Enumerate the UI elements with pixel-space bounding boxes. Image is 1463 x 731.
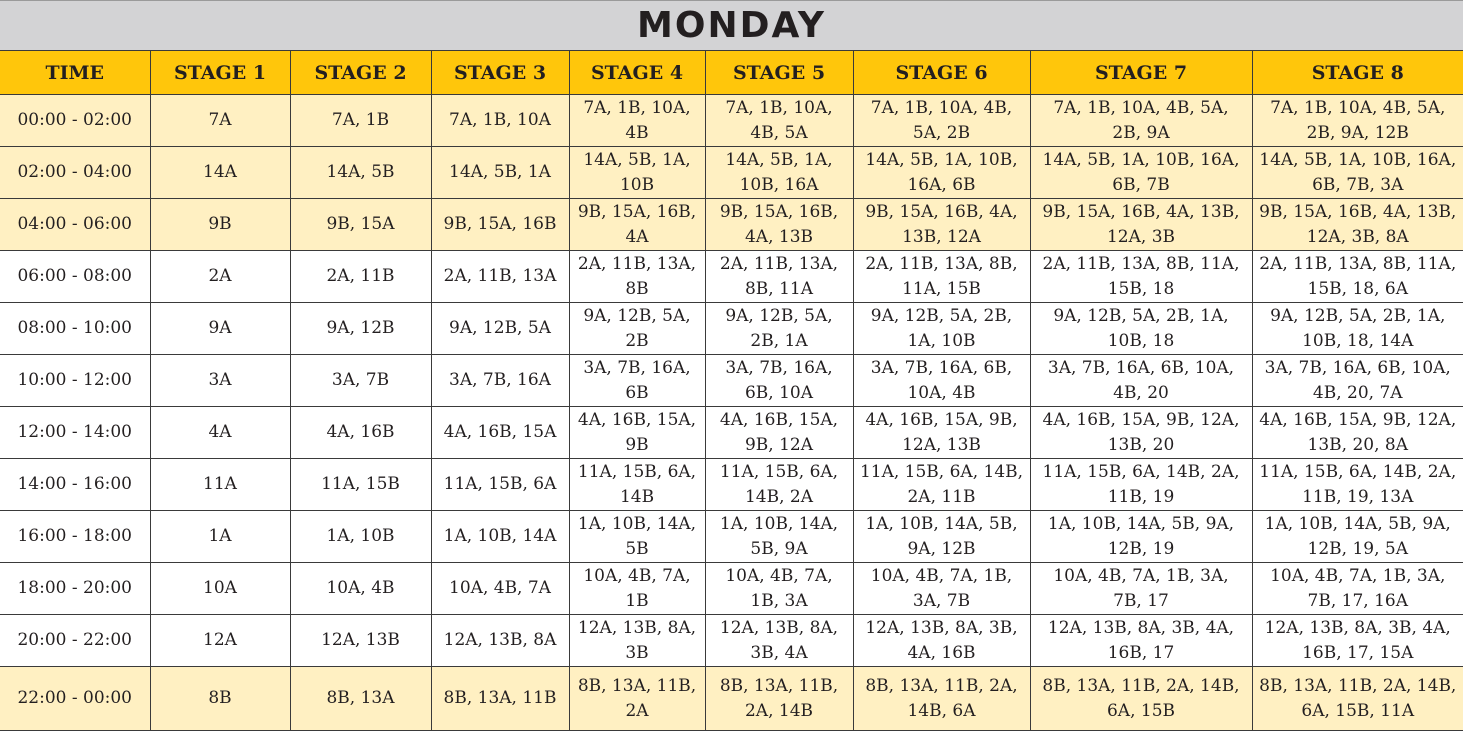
stage-cell: 9B, 15A, 16B, 4A, 13B — [705, 199, 853, 251]
stage-cell: 11A, 15B, 6A, 14B, 2A, 11B — [853, 459, 1030, 511]
stage-cell: 9B, 15A, 16B, 4A, 13B, 12A — [853, 199, 1030, 251]
time-cell: 02:00 - 04:00 — [0, 147, 150, 199]
table-row — [0, 459, 1463, 511]
time-cell: 10:00 - 12:00 — [0, 355, 150, 407]
stage-cell: 14A, 5B — [290, 147, 431, 199]
column-header-stage-6: STAGE 6 — [853, 51, 1030, 95]
stage-cell: 14A, 5B, 1A, 10B — [569, 147, 705, 199]
stage-cell: 2A, 11B, 13A, 8B, 11A, 15B, 18 — [1030, 251, 1252, 303]
stage-cell: 4A, 16B, 15A, 9B, 12A, 13B, 20, 8A — [1252, 407, 1463, 459]
stage-cell: 3A, 7B, 16A, 6B, 10A, 4B, 20 — [1030, 355, 1252, 407]
stage-cell: 3A — [150, 355, 290, 407]
stage-cell: 10A, 4B, 7A, 1B, 3A, 7B, 17 — [1030, 563, 1252, 615]
stage-cell: 1A, 10B, 14A, 5B, 9A, 12B — [853, 511, 1030, 563]
table-row — [0, 147, 1463, 199]
table-row — [0, 407, 1463, 459]
stage-cell: 11A, 15B, 6A, 14B, 2A — [705, 459, 853, 511]
stage-cell: 1A, 10B, 14A — [431, 511, 569, 563]
table-row — [0, 303, 1463, 355]
stage-cell: 2A — [150, 251, 290, 303]
stage-cell: 3A, 7B, 16A, 6B, 10A, 4B — [853, 355, 1030, 407]
stage-cell: 3A, 7B, 16A, 6B, 10A — [705, 355, 853, 407]
stage-cell: 12A, 13B, 8A, 3B, 4A, 16B — [853, 615, 1030, 667]
stage-cell: 11A, 15B, 6A — [431, 459, 569, 511]
stage-cell: 4A, 16B, 15A, 9B, 12A, 13B, 20 — [1030, 407, 1252, 459]
stage-cell: 14A, 5B, 1A, 10B, 16A, 6B, 7B — [1030, 147, 1252, 199]
stage-cell: 4A, 16B — [290, 407, 431, 459]
time-cell: 14:00 - 16:00 — [0, 459, 150, 511]
stage-cell: 10A — [150, 563, 290, 615]
stage-cell: 9B, 15A, 16B — [431, 199, 569, 251]
time-cell: 18:00 - 20:00 — [0, 563, 150, 615]
time-cell: 20:00 - 22:00 — [0, 615, 150, 667]
stage-cell: 8B, 13A, 11B, 2A — [569, 667, 705, 731]
column-header-stage-4: STAGE 4 — [569, 51, 705, 95]
time-cell: 22:00 - 00:00 — [0, 667, 150, 731]
table-row — [0, 615, 1463, 667]
stage-cell: 12A, 13B, 8A, 3B, 4A — [705, 615, 853, 667]
stage-cell: 1A, 10B, 14A, 5B, 9A, 12B, 19 — [1030, 511, 1252, 563]
stage-cell: 2A, 11B, 13A, 8B, 11A, 15B — [853, 251, 1030, 303]
stage-cell: 3A, 7B — [290, 355, 431, 407]
stage-cell: 9B, 15A, 16B, 4A, 13B, 12A, 3B, 8A — [1252, 199, 1463, 251]
stage-cell: 9A, 12B, 5A, 2B, 1A, 10B, 18 — [1030, 303, 1252, 355]
stage-cell: 3A, 7B, 16A, 6B — [569, 355, 705, 407]
column-header-stage-7: STAGE 7 — [1030, 51, 1252, 95]
stage-cell: 9A, 12B, 5A, 2B — [569, 303, 705, 355]
header-row — [0, 51, 1463, 95]
table-row — [0, 563, 1463, 615]
stage-cell: 8B, 13A, 11B — [431, 667, 569, 731]
stage-cell: 2A, 11B, 13A, 8B, 11A — [705, 251, 853, 303]
stage-cell: 11A, 15B, 6A, 14B, 2A, 11B, 19 — [1030, 459, 1252, 511]
column-header-stage-2: STAGE 2 — [290, 51, 431, 95]
stage-cell: 11A — [150, 459, 290, 511]
stage-cell: 4A, 16B, 15A, 9B — [569, 407, 705, 459]
stage-cell: 10A, 4B, 7A, 1B, 3A — [705, 563, 853, 615]
column-header-time: TIME — [0, 51, 150, 95]
stage-cell: 14A, 5B, 1A, 10B, 16A, 6B — [853, 147, 1030, 199]
stage-cell: 1A, 10B, 14A, 5B, 9A — [705, 511, 853, 563]
time-cell: 12:00 - 14:00 — [0, 407, 150, 459]
stage-cell: 4A, 16B, 15A, 9B, 12A, 13B — [853, 407, 1030, 459]
time-cell: 08:00 - 10:00 — [0, 303, 150, 355]
stage-cell: 11A, 15B, 6A, 14B, 2A, 11B, 19, 13A — [1252, 459, 1463, 511]
stage-cell: 9A, 12B, 5A, 2B, 1A, 10B — [853, 303, 1030, 355]
table-row — [0, 251, 1463, 303]
page-title: MONDAY — [637, 5, 826, 46]
column-header-stage-1: STAGE 1 — [150, 51, 290, 95]
stage-cell: 11A, 15B, 6A, 14B — [569, 459, 705, 511]
stage-cell: 9B, 15A — [290, 199, 431, 251]
stage-cell: 8B, 13A, 11B, 2A, 14B — [705, 667, 853, 731]
stage-cell: 4A, 16B, 15A — [431, 407, 569, 459]
stage-cell: 12A, 13B — [290, 615, 431, 667]
stage-cell: 8B, 13A — [290, 667, 431, 731]
stage-cell: 2A, 11B, 13A, 8B, 11A, 15B, 18, 6A — [1252, 251, 1463, 303]
stage-cell: 10A, 4B, 7A — [431, 563, 569, 615]
stage-cell: 7A, 1B, 10A, 4B — [569, 95, 705, 147]
table-row — [0, 95, 1463, 147]
table-row — [0, 667, 1463, 731]
stage-cell: 8B, 13A, 11B, 2A, 14B, 6A — [853, 667, 1030, 731]
stage-cell: 9A, 12B, 5A, 2B, 1A, 10B, 18, 14A — [1252, 303, 1463, 355]
stage-cell: 7A, 1B — [290, 95, 431, 147]
stage-cell: 1A — [150, 511, 290, 563]
stage-cell: 14A — [150, 147, 290, 199]
stage-cell: 1A, 10B — [290, 511, 431, 563]
stage-cell: 1A, 10B, 14A, 5B, 9A, 12B, 19, 5A — [1252, 511, 1463, 563]
stage-cell: 4A, 16B, 15A, 9B, 12A — [705, 407, 853, 459]
stage-cell: 7A — [150, 95, 290, 147]
stage-cell: 9A, 12B — [290, 303, 431, 355]
stage-cell: 8B — [150, 667, 290, 731]
stage-cell: 14A, 5B, 1A, 10B, 16A, 6B, 7B, 3A — [1252, 147, 1463, 199]
stage-cell: 10A, 4B — [290, 563, 431, 615]
stage-cell: 7A, 1B, 10A — [431, 95, 569, 147]
stage-cell: 3A, 7B, 16A, 6B, 10A, 4B, 20, 7A — [1252, 355, 1463, 407]
stage-cell: 2A, 11B, 13A — [431, 251, 569, 303]
schedule-table — [0, 50, 1463, 731]
column-header-stage-3: STAGE 3 — [431, 51, 569, 95]
table-row — [0, 199, 1463, 251]
time-cell: 06:00 - 08:00 — [0, 251, 150, 303]
stage-cell: 3A, 7B, 16A — [431, 355, 569, 407]
stage-cell: 9A — [150, 303, 290, 355]
stage-cell: 12A, 13B, 8A, 3B — [569, 615, 705, 667]
stage-cell: 10A, 4B, 7A, 1B — [569, 563, 705, 615]
stage-cell: 8B, 13A, 11B, 2A, 14B, 6A, 15B — [1030, 667, 1252, 731]
stage-cell: 4A — [150, 407, 290, 459]
time-cell: 00:00 - 02:00 — [0, 95, 150, 147]
stage-cell: 12A, 13B, 8A — [431, 615, 569, 667]
stage-cell: 11A, 15B — [290, 459, 431, 511]
stage-cell: 9B, 15A, 16B, 4A, 13B, 12A, 3B — [1030, 199, 1252, 251]
column-header-stage-8: STAGE 8 — [1252, 51, 1463, 95]
column-header-stage-5: STAGE 5 — [705, 51, 853, 95]
stage-cell: 7A, 1B, 10A, 4B, 5A — [705, 95, 853, 147]
title-bar — [0, 0, 1463, 50]
stage-cell: 9A, 12B, 5A — [431, 303, 569, 355]
stage-cell: 12A — [150, 615, 290, 667]
stage-cell: 1A, 10B, 14A, 5B — [569, 511, 705, 563]
time-cell: 04:00 - 06:00 — [0, 199, 150, 251]
stage-cell: 12A, 13B, 8A, 3B, 4A, 16B, 17 — [1030, 615, 1252, 667]
stage-cell: 14A, 5B, 1A, 10B, 16A — [705, 147, 853, 199]
stage-cell: 10A, 4B, 7A, 1B, 3A, 7B — [853, 563, 1030, 615]
table-body — [0, 95, 1463, 731]
stage-cell: 2A, 11B, 13A, 8B — [569, 251, 705, 303]
stage-cell: 9A, 12B, 5A, 2B, 1A — [705, 303, 853, 355]
table-row — [0, 511, 1463, 563]
stage-cell: 7A, 1B, 10A, 4B, 5A, 2B, 9A, 12B — [1252, 95, 1463, 147]
stage-cell: 12A, 13B, 8A, 3B, 4A, 16B, 17, 15A — [1252, 615, 1463, 667]
stage-cell: 2A, 11B — [290, 251, 431, 303]
stage-cell: 14A, 5B, 1A — [431, 147, 569, 199]
stage-cell: 8B, 13A, 11B, 2A, 14B, 6A, 15B, 11A — [1252, 667, 1463, 731]
stage-cell: 7A, 1B, 10A, 4B, 5A, 2B, 9A — [1030, 95, 1252, 147]
stage-cell: 9B, 15A, 16B, 4A — [569, 199, 705, 251]
stage-cell: 10A, 4B, 7A, 1B, 3A, 7B, 17, 16A — [1252, 563, 1463, 615]
time-cell: 16:00 - 18:00 — [0, 511, 150, 563]
table-row — [0, 355, 1463, 407]
stage-cell: 9B — [150, 199, 290, 251]
stage-cell: 7A, 1B, 10A, 4B, 5A, 2B — [853, 95, 1030, 147]
